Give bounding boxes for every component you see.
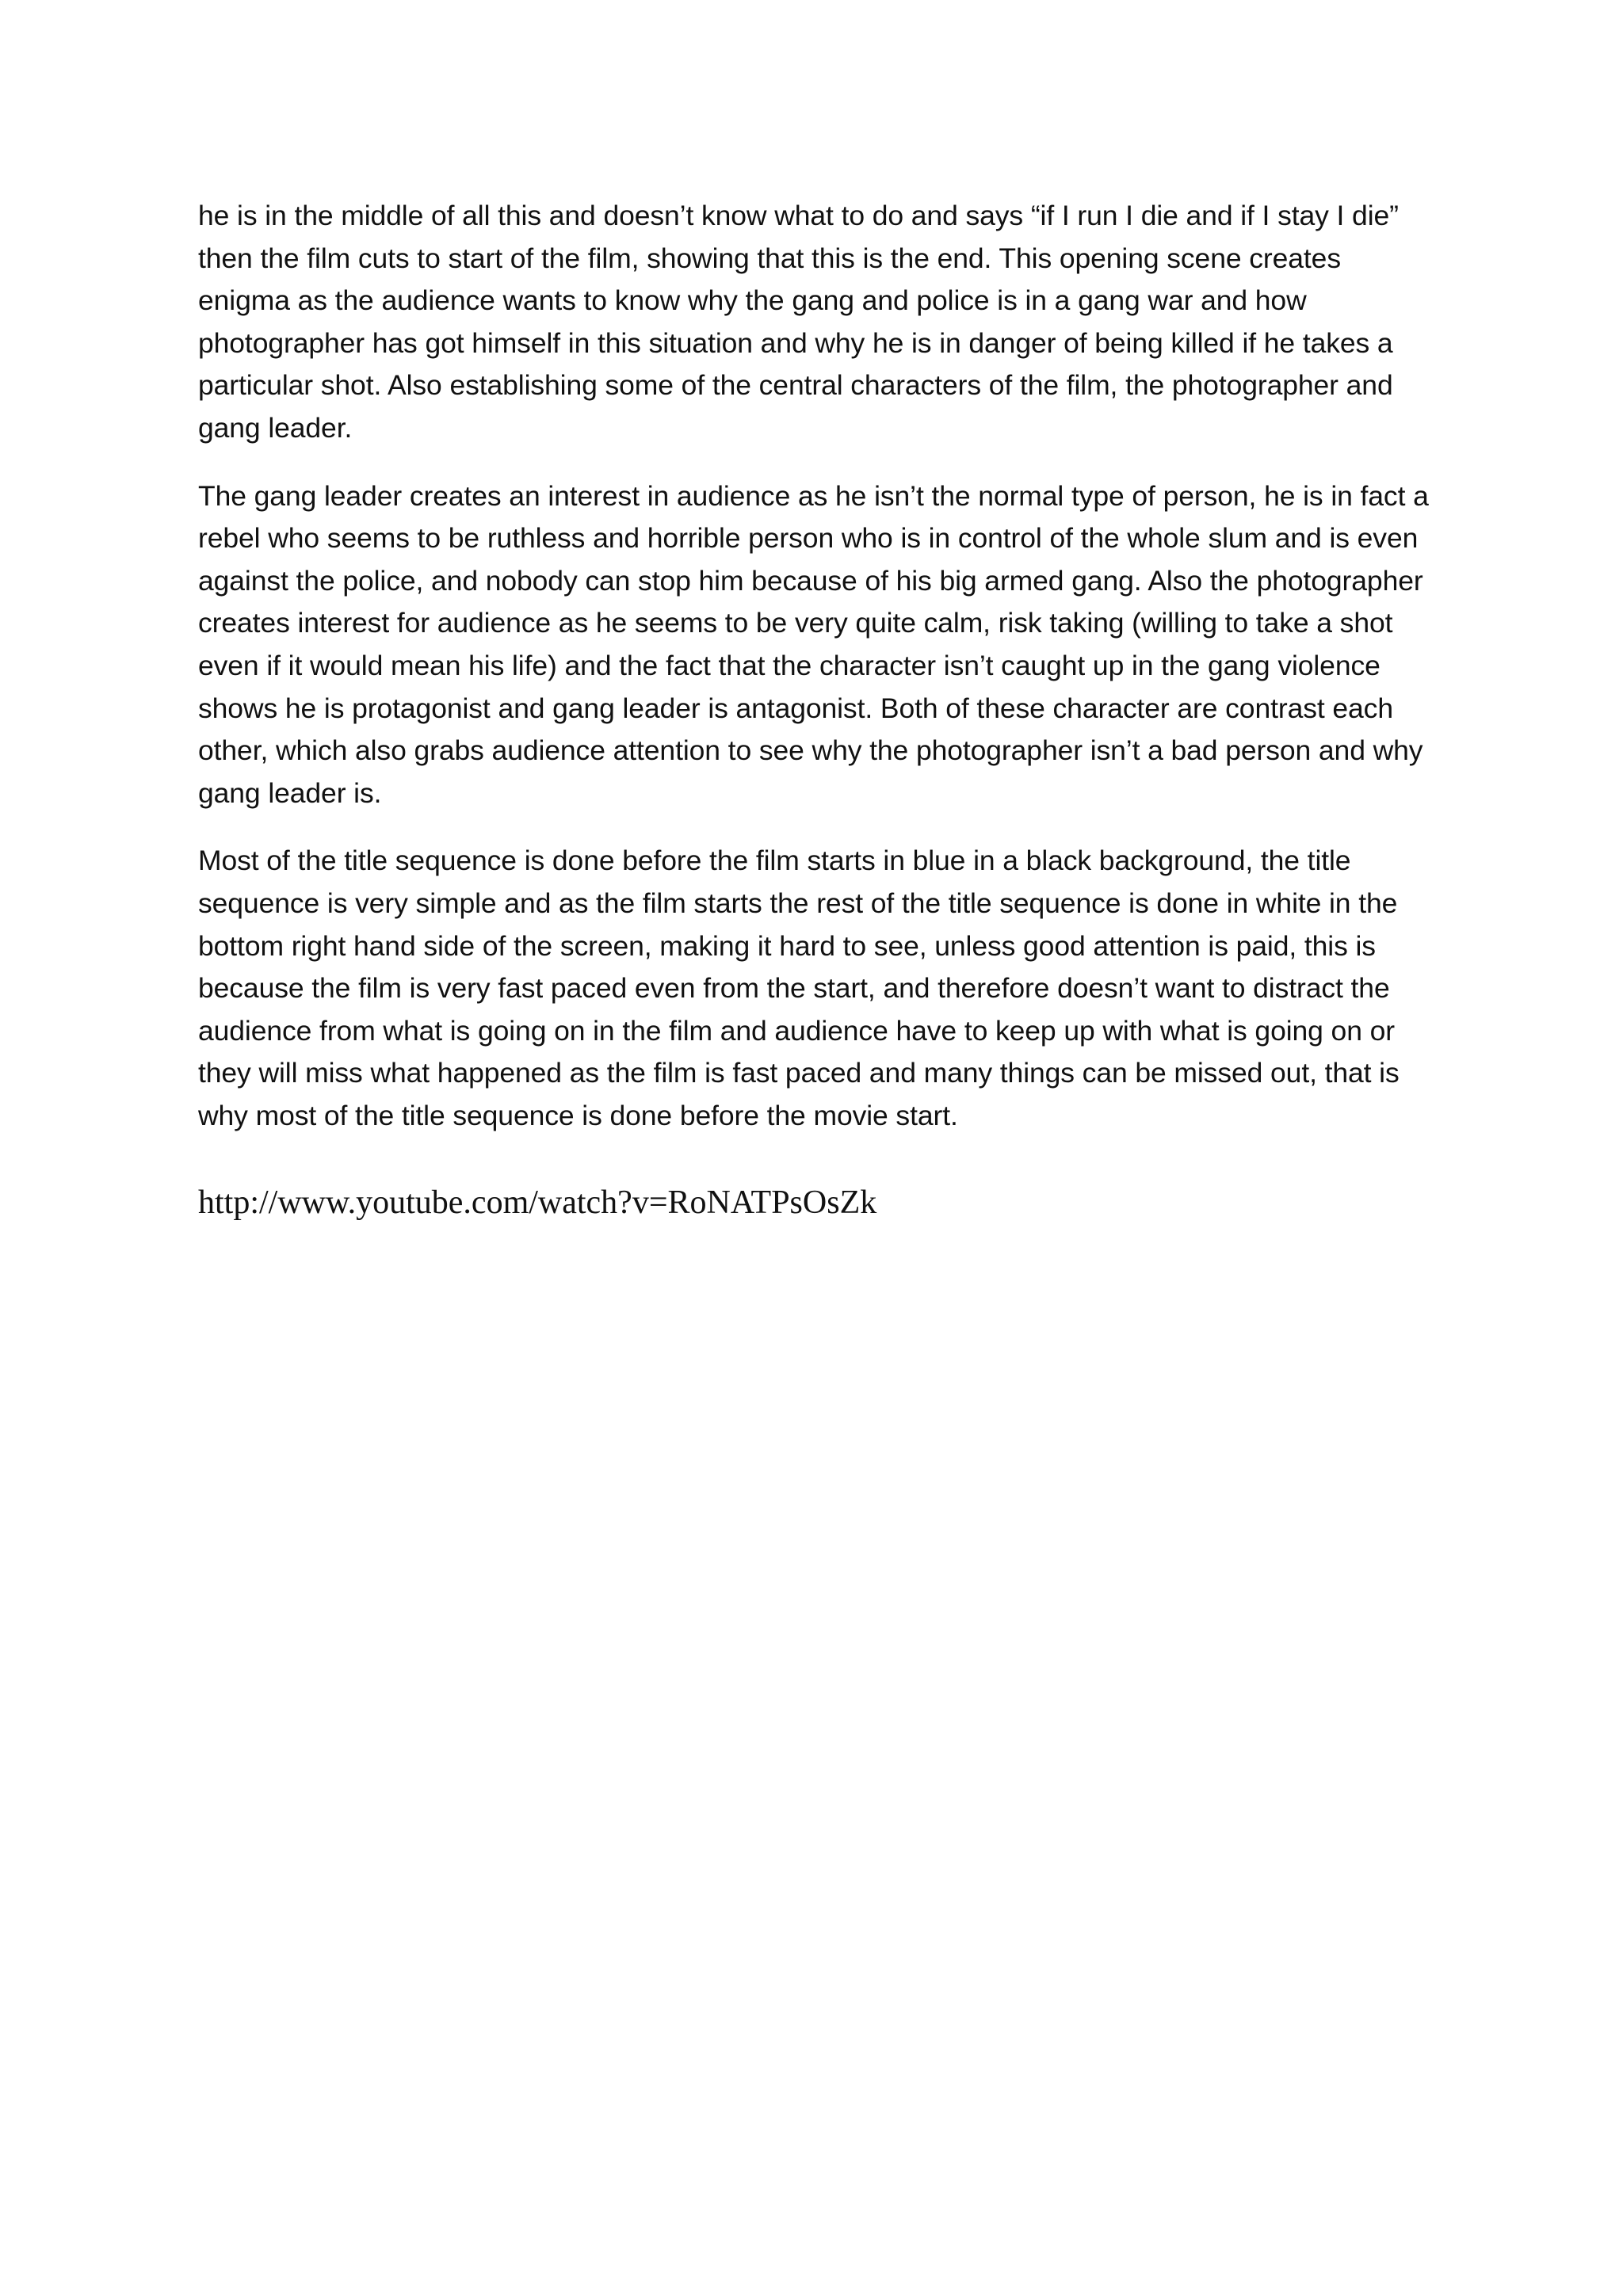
youtube-link[interactable]: http://www.youtube.com/watch?v=RoNATPsOsZk	[198, 1184, 877, 1222]
paragraph-characters: The gang leader creates an interest in audience as he isn’t the normal type of person, he is in fact a rebel who seems to be ruthless and horrible person who is in control of the whole slum and is even against the police, and nobody can stop him because of his big armed gang. Also the photographer creates interest for audience as he seems to be very quite calm, risk taking (willing to take a shot even if it would mean his life) and the fact that the character isn’t caught up in the gang violence shows he is protagonist and gang leader is antagonist. Both of these character are contrast each other, which also grabs audience attention to see why the photographer isn’t a bad person and why gang leader is.	[198, 479, 1429, 809]
paragraph-opening-scene: he is in the middle of all this and doesn’t know what to do and says “if I run I die and if I stay I die” then the film cuts to start of the film, showing that this is the end. This opening scene creates enigma as the audience wants to know why the gang and police is in a gang war and how photographer has got himself in this situation and why he is in danger of being killed if he takes a particular shot. Also establishing some of the central characters of the film, the photographer and gang leader.	[198, 200, 1399, 444]
paragraph-title-sequence: Most of the title sequence is done before the film starts in blue in a black background, the title sequence is very simple and as the film starts the rest of the title sequence is done in white in the bottom right hand side of the screen, making it hard to see, unless good attention is paid, this is because the film is very fast paced even from the start, and therefore doesn’t want to distract the audience from what is going on in the film and audience have to keep up with what is going on or they will miss what happened as the film is fast paced and many things can be missed out, that is why most of the title sequence is done before the movie start.	[198, 845, 1400, 1131]
document-page	[198, 195, 1434, 1224]
